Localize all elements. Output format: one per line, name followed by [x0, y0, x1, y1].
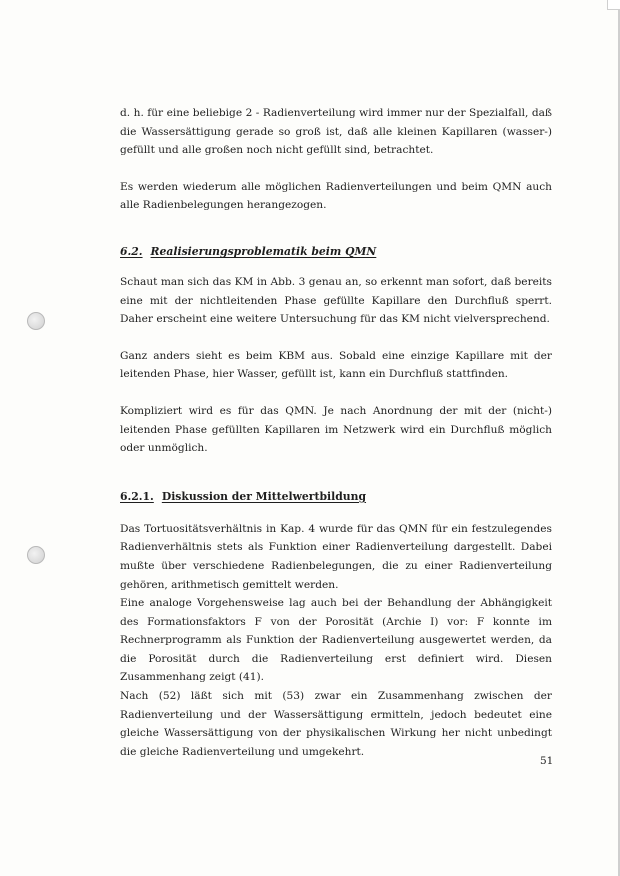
paragraph: Das Tortuositätsverhältnis in Kap. 4 wurde für das QMN für ein festzulegendes Radienverhältnis stets als Funktion einer Radienverteilung dargestellt. Dabei mußte über verschiedene Radienbelegungen, die zu einer Radienverteilung gehören, arithmetisch gemittelt werden. — [120, 522, 552, 591]
page-body — [120, 104, 552, 761]
subsection-title: Diskussion der Mittelwertbildung — [161, 489, 367, 503]
subsection-heading — [120, 488, 552, 506]
paragraph: Nach (52) läßt sich mit (53) zwar ein Zusammenhang zwischen der Radienverteilung und der Wassersättigung ermitteln, jedoch bedeutet eine gleiche Wassersättigung von der physikalischen Wirkung her nicht unbedingt die gleiche Radienverteilung und umgekehrt. — [120, 690, 552, 758]
punch-hole — [27, 312, 45, 330]
page-corner — [607, 0, 620, 10]
paragraph: Es werden wiederum alle möglichen Radienverteilungen und beim QMN auch alle Radienbelegungen herangezogen. — [120, 180, 552, 212]
page-number: 51 — [540, 755, 554, 767]
paragraph: d. h. für eine beliebige 2 - Radienverteilung wird immer nur der Spezialfall, daß die Wassersättigung gerade so groß ist, daß alle kleinen Kapillaren (wasser-) gefüllt und alle großen noch nicht gefüllt sind, betrachtet. — [120, 107, 552, 157]
punch-hole — [27, 546, 45, 564]
paragraph: Schaut man sich das KM in Abb. 3 genau an, so erkennt man sofort, daß bereits eine mit der nichtleitenden Phase gefüllte Kapillare den Durchfluß sperrt. Daher erscheint eine weitere Untersuchung für das KM nicht vielversprechend. — [120, 275, 552, 326]
paragraph: Eine analoge Vorgehensweise lag auch bei der Behandlung der Abhängigkeit des Formationsfaktors F von der Porosität (Archie I) vor: F konnte im Rechnerprogramm als Funktion der Radienverteilung ausgewertet werden, da die Porosität durch die Radienverteilung erst definiert wird. Diesen Zusammenhang zeigt (41). — [120, 597, 552, 684]
paragraph: Ganz anders sieht es beim KBM aus. Sobald eine einzige Kapillare mit der leitenden Phase, hier Wasser, gefüllt ist, kann ein Durchfluß stattfinden. — [120, 349, 552, 381]
subsection-number: 6.2.1. — [120, 489, 154, 503]
section-title: Realisierungsproblematik beim QMN — [150, 244, 377, 258]
paragraph: Kompliziert wird es für das QMN. Je nach Anordnung der mit der (nicht-) leitenden Phase gefüllten Kapillaren im Netzwerk wird ein Durchfluß möglich oder unmöglich. — [120, 404, 552, 455]
section-heading — [120, 243, 552, 261]
section-number: 6.2. — [120, 244, 143, 258]
